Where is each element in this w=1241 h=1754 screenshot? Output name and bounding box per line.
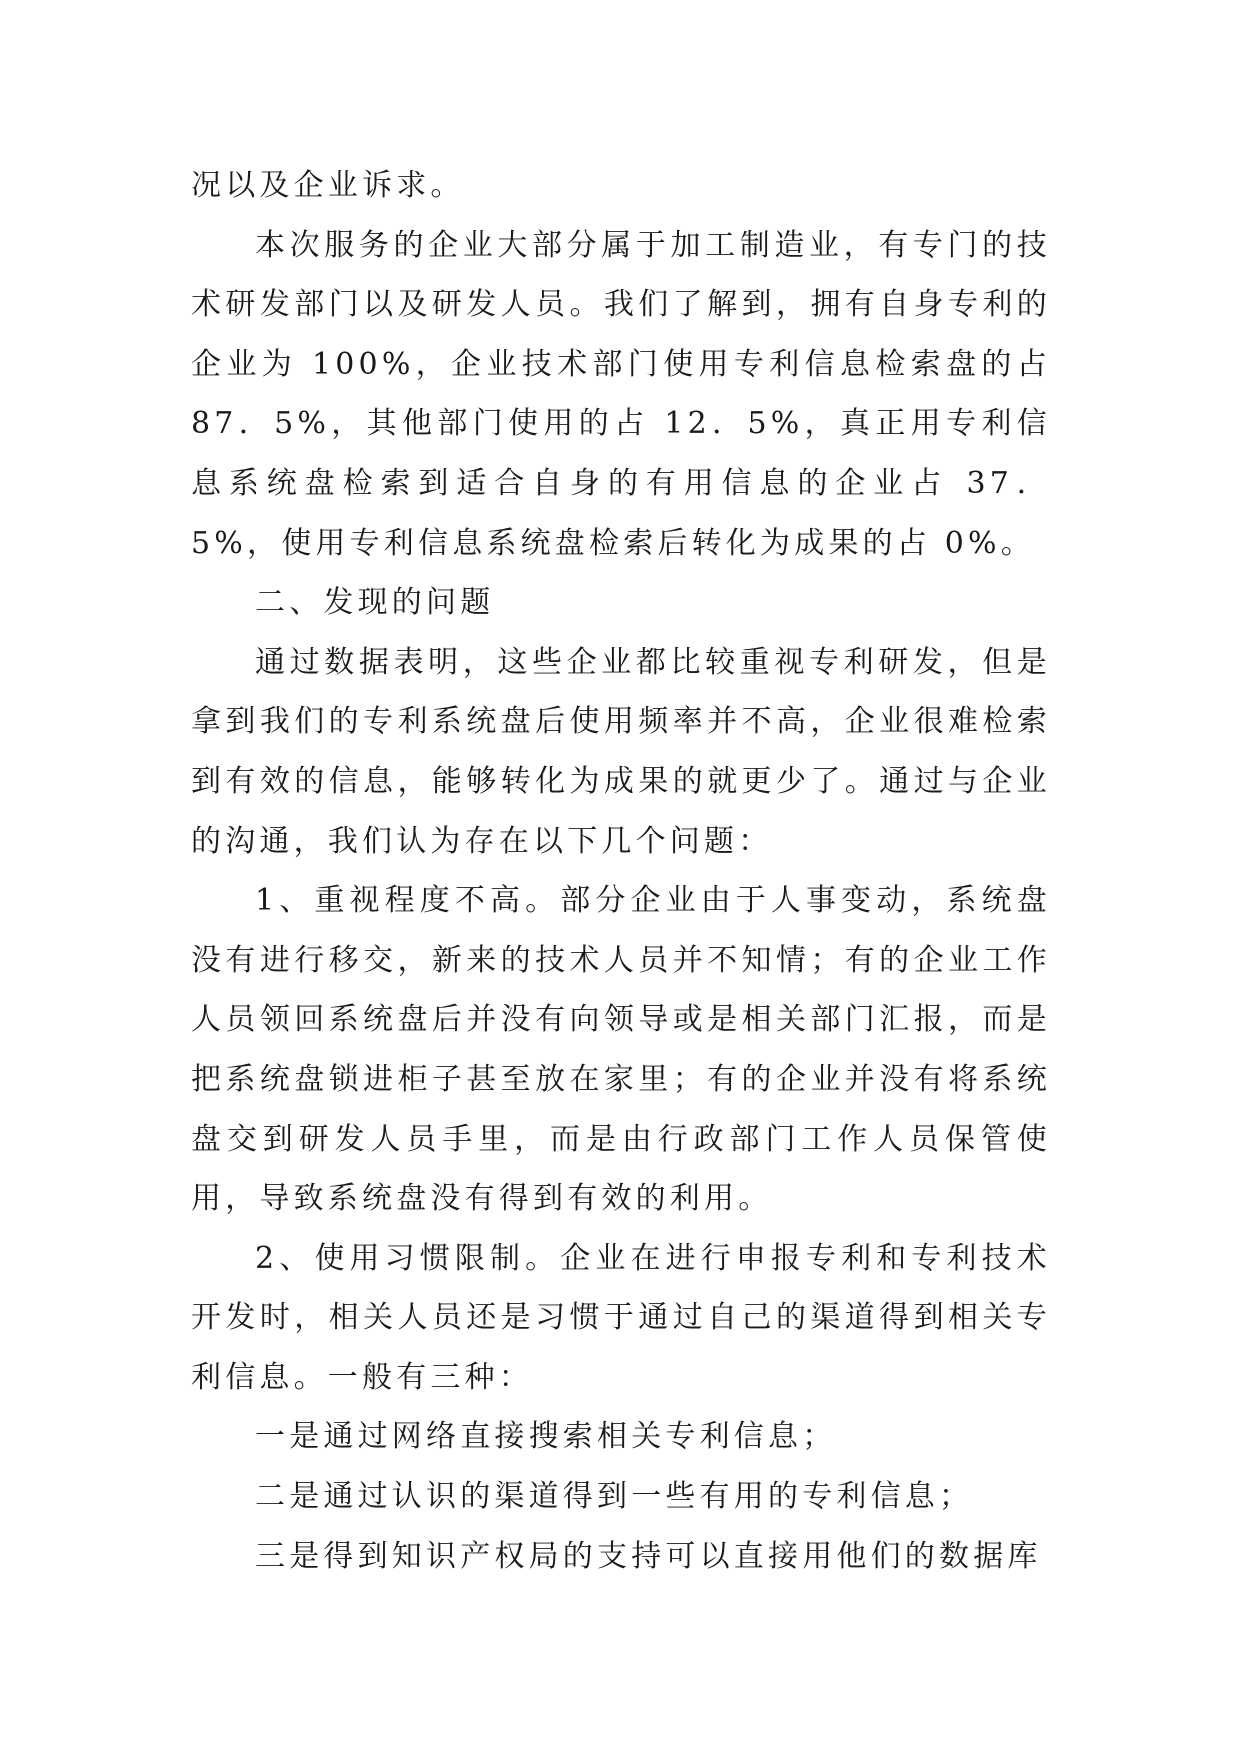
list-item-channel-1: 一是通过网络直接搜索相关专利信息； [255,1419,837,1455]
section-heading-problems: 二、发现的问题 [255,585,495,621]
document-body [191,156,1051,1586]
paragraph-problem-1: 1、重视程度不高。部分企业由于人事变动，系统盘没有进行移交，新来的技术人员并不知情；有的企业工作人员领回系统盘后并没有向领导或是相关部门汇报，而是把系统盘锁进柜子甚至放在家里；有的企业并没有将系统盘交到研发人员手里，而是由行政部门工作人员保管使用，导致系统盘没有得到有效的利用。 [191,883,1051,1217]
list-item-channel-2: 二是通过认识的渠道得到一些有用的专利信息； [255,1479,974,1515]
paragraph-problem-2: 2、使用习惯限制。企业在进行申报专利和专利技术开发时，相关人员还是习惯于通过自己的渠道得到相关专利信息。一般有三种： [191,1240,1051,1395]
list-item-channel-3: 三是得到知识产权局的支持可以直接用他们的数据库 [255,1538,1042,1574]
paragraph-service-overview: 本次服务的企业大部分属于加工制造业，有专门的技术研发部门以及研发人员。我们了解到，拥有自身专利的企业为 100%，企业技术部门使用专利信息检索盘的占 87．5%，其他部门使用的占 12．5%，真正用专利信息系统盘检索到适合自身的有用信息的企业占 37．5%，使用专利信息系统盘检索后转化为成果的占 0%。 [191,227,1051,561]
paragraph-data-findings: 通过数据表明，这些企业都比较重视专利研发，但是拿到我们的专利系统盘后使用频率并不高，企业很难检索到有效的信息，能够转化为成果的就更少了。通过与企业的沟通，我们认为存在以下几个问题： [191,644,1051,859]
paragraph-continuation: 况以及企业诉求。 [191,168,465,203]
